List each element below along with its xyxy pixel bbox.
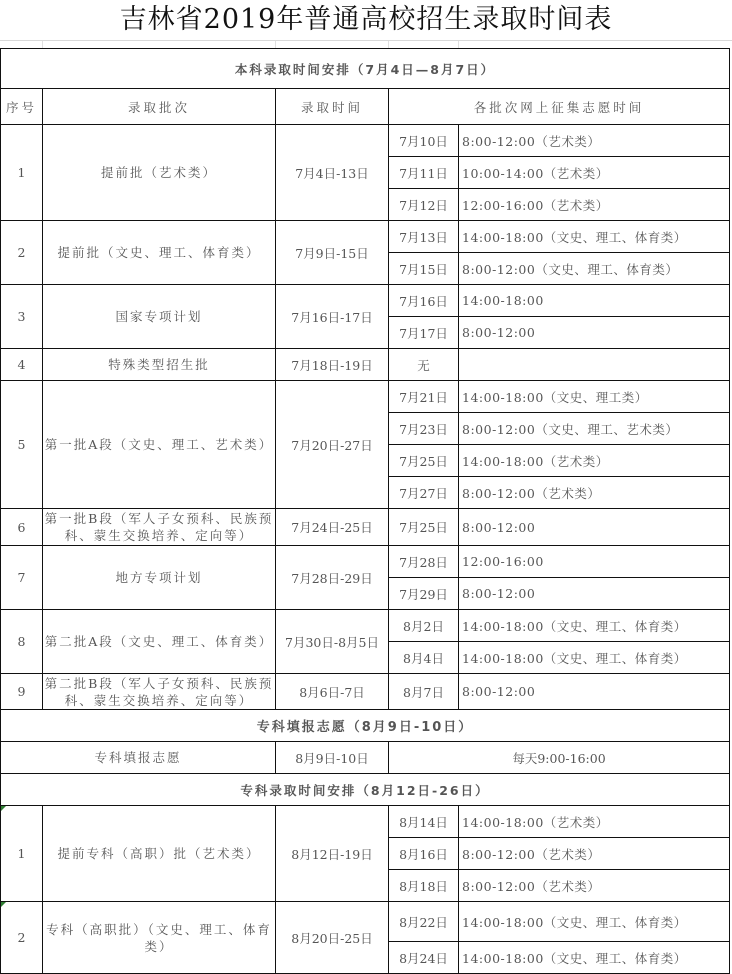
slot-time: 14:00-18:00（艺术类） (459, 806, 730, 838)
slot-date: 7月21日 (389, 381, 459, 413)
table-row (1, 221, 730, 253)
slot-time: 12:00-16:00（艺术类） (459, 189, 730, 221)
slot-time: 8:00-12:00 (459, 509, 730, 546)
row-admit: 7月4日-13日 (276, 125, 389, 221)
slot-date: 8月4日 (389, 642, 459, 674)
row-batch: 第一批A段（文史、理工、艺术类） (43, 381, 276, 509)
table-row (1, 349, 730, 381)
table-row (1, 381, 730, 413)
row-batch: 提前批（文史、理工、体育类） (43, 221, 276, 285)
row-batch: 专科（高职批）（文史、理工、体育类） (43, 902, 276, 974)
slot-date: 7月29日 (389, 578, 459, 610)
row-batch: 特殊类型招生批 (43, 349, 276, 381)
column-header-row (1, 89, 730, 125)
slot-time: 10:00-14:00（艺术类） (459, 157, 730, 189)
slot-time: 8:00-12:00 (459, 317, 730, 349)
section-title: 专科填报志愿（8月9日-10日） (1, 710, 730, 742)
row-batch: 国家专项计划 (43, 285, 276, 349)
slot-date: 7月15日 (389, 253, 459, 285)
row-no: 3 (1, 285, 43, 349)
row-no: 2 (1, 902, 43, 974)
slot-time: 14:00-18:00（文史、理工、体育类） (459, 642, 730, 674)
slot-time: 14:00-18:00（文史、理工、体育类） (459, 610, 730, 642)
table-row (1, 509, 730, 546)
slot-time: 8:00-12:00（文史、理工、体育类） (459, 253, 730, 285)
sheet-gridline (0, 40, 732, 48)
slot-date: 8月14日 (389, 806, 459, 838)
slot-time: 8:00-12:00（文史、理工、艺术类） (459, 413, 730, 445)
slot-date: 7月16日 (389, 285, 459, 317)
row-admit: 7月20日-27日 (276, 381, 389, 509)
row-no: 5 (1, 381, 43, 509)
slot-time: 14:00-18:00（文史、理工、体育类） (459, 942, 730, 974)
slot-date: 7月12日 (389, 189, 459, 221)
header-no: 序号 (1, 89, 43, 125)
table-row (1, 125, 730, 157)
table-row (1, 610, 730, 642)
row-admit: 7月30日-8月5日 (276, 610, 389, 674)
slot-time: 12:00-16:00 (459, 546, 730, 578)
section-header-vocational (1, 774, 730, 806)
slot-time: 14:00-18:00（文史、理工、体育类） (459, 902, 730, 942)
row-admit: 7月28日-29日 (276, 546, 389, 610)
row-admit: 7月24日-25日 (276, 509, 389, 546)
table-row (1, 285, 730, 317)
row-no: 6 (1, 509, 43, 546)
row-batch: 第一批B段（军人子女预科、民族预科、蒙生交换培养、定向等） (43, 509, 276, 546)
table-row (1, 546, 730, 578)
row-batch: 提前专科（高职）批（艺术类） (43, 806, 276, 902)
slot-time (459, 349, 730, 381)
slot-date: 8月24日 (389, 942, 459, 974)
table-row (1, 742, 730, 774)
row-admit: 7月9日-15日 (276, 221, 389, 285)
row-batch: 提前批（艺术类） (43, 125, 276, 221)
row-no: 1 (1, 125, 43, 221)
vocational-fill-hours: 每天9:00-16:00 (389, 742, 730, 774)
slot-date: 8月18日 (389, 870, 459, 902)
slot-date: 无 (389, 349, 459, 381)
row-admit: 8月12日-19日 (276, 806, 389, 902)
section-header-undergrad (1, 49, 730, 89)
slot-time: 8:00-12:00 (459, 578, 730, 610)
slot-date: 8月22日 (389, 902, 459, 942)
admission-schedule-table (0, 48, 730, 974)
slot-date: 8月2日 (389, 610, 459, 642)
slot-date: 7月28日 (389, 546, 459, 578)
section-title: 专科录取时间安排（8月12日-26日） (1, 774, 730, 806)
slot-date: 8月7日 (389, 674, 459, 710)
slot-time: 14:00-18:00（文史、理工、体育类） (459, 221, 730, 253)
table-row (1, 806, 730, 838)
row-admit: 8月20日-25日 (276, 902, 389, 974)
section-title: 本科录取时间安排（7月4日—8月7日） (1, 49, 730, 89)
row-no: 4 (1, 349, 43, 381)
row-batch: 地方专项计划 (43, 546, 276, 610)
section-header-vocational-fill (1, 710, 730, 742)
slot-date: 7月25日 (389, 445, 459, 477)
vocational-fill-label: 专科填报志愿 (1, 742, 276, 774)
header-collect-time: 各批次网上征集志愿时间 (389, 89, 730, 125)
table-row (1, 902, 730, 942)
table-row (1, 674, 730, 710)
row-no: 7 (1, 546, 43, 610)
row-admit: 8月6日-7日 (276, 674, 389, 710)
slot-date: 7月17日 (389, 317, 459, 349)
slot-time: 8:00-12:00 (459, 674, 730, 710)
slot-time: 14:00-18:00（文史、理工类） (459, 381, 730, 413)
vocational-fill-dates: 8月9日-10日 (276, 742, 389, 774)
row-no: 9 (1, 674, 43, 710)
slot-date: 7月27日 (389, 477, 459, 509)
slot-time: 8:00-12:00（艺术类） (459, 838, 730, 870)
slot-time: 8:00-12:00（艺术类） (459, 477, 730, 509)
row-no: 2 (1, 221, 43, 285)
slot-date: 7月10日 (389, 125, 459, 157)
slot-date: 7月25日 (389, 509, 459, 546)
slot-date: 7月11日 (389, 157, 459, 189)
header-batch: 录取批次 (43, 89, 276, 125)
slot-date: 7月13日 (389, 221, 459, 253)
slot-time: 8:00-12:00（艺术类） (459, 125, 730, 157)
slot-time: 14:00-18:00 (459, 285, 730, 317)
slot-time: 8:00-12:00（艺术类） (459, 870, 730, 902)
header-admit-time: 录取时间 (276, 89, 389, 125)
slot-date: 7月23日 (389, 413, 459, 445)
row-no: 1 (1, 806, 43, 902)
page-title: 吉林省2019年普通高校招生录取时间表 (119, 4, 613, 35)
row-no: 8 (1, 610, 43, 674)
row-admit: 7月18日-19日 (276, 349, 389, 381)
slot-time: 14:00-18:00（艺术类） (459, 445, 730, 477)
row-batch: 第二批B段（军人子女预科、民族预科、蒙生交换培养、定向等） (43, 674, 276, 710)
row-admit: 7月16日-17日 (276, 285, 389, 349)
row-batch: 第二批A段（文史、理工、体育类） (43, 610, 276, 674)
slot-date: 8月16日 (389, 838, 459, 870)
